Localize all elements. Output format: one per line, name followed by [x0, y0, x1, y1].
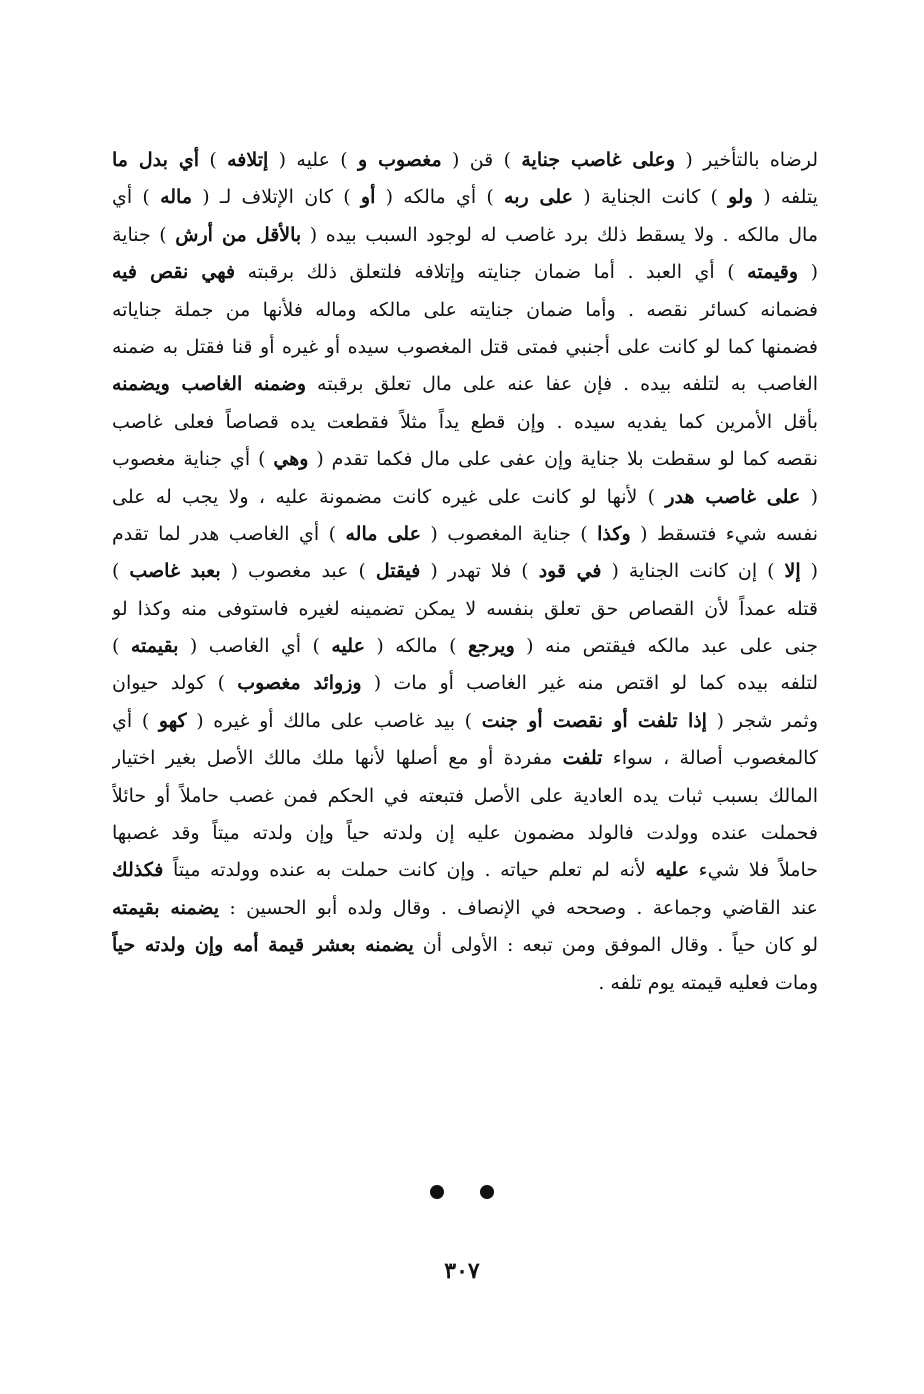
text-line [112, 591, 818, 628]
bold-text-run: بعبد غاصب [129, 560, 221, 583]
text-run: لتلفه بيده كما لو اقتص منه غير الغاصب أو مات ( [361, 672, 818, 695]
text-run: بأقل الأمرين كما يفديه سيده . وإن قطع يداً مثلاً فقطعت يده قصاصاً فعلى غاصب [112, 410, 818, 433]
text-run: قتله عمداً لأن القصاص حق تعلق بنفسه لا يمكن تضمينه لغيره فاستوفى منه وكذا لو [112, 597, 818, 620]
separator-dot-icon [430, 1185, 444, 1199]
bold-text-run: ويرجع [467, 635, 515, 658]
text-line [112, 404, 818, 441]
text-run: لو كان حياً . وقال الموفق ومن تبعه : الأولى أن [413, 934, 818, 957]
page-number: ٣٠٧ [444, 1258, 480, 1284]
bold-text-run: تلفت [562, 747, 603, 770]
text-run: وثمر شجر ( [706, 709, 818, 732]
text-run: ) [199, 149, 228, 171]
text-run: ) أي [112, 186, 161, 209]
bold-text-run: يضمنه بعشر قيمة أمه وإن ولدته حياً [112, 934, 414, 957]
bold-text-run: وهي [273, 448, 309, 471]
text-run: نقصه كما لو سقطت بلا جناية وإن عفى على مال فكما تقدم ( [308, 448, 818, 471]
text-run: ) أي جناية مغصوب [112, 448, 274, 471]
text-run: ) أي [112, 709, 159, 732]
bold-text-run: مغصوب و [358, 149, 442, 171]
text-line [112, 965, 818, 1002]
text-line [112, 665, 818, 702]
text-run: ( [800, 485, 818, 508]
bold-text-run: وضمنه الغاصب ويضمنه [112, 373, 307, 396]
text-run: ومات فعليه قيمته يوم تلفه . [598, 971, 818, 994]
text-run: ) جناية المغصوب ( [420, 522, 598, 545]
bold-text-run: على ماله [345, 522, 421, 545]
text-run: ) أي الغاصب هدر لما تقدم [112, 522, 346, 545]
text-run: ) أي مالكه ( [375, 186, 505, 209]
bold-text-run: وقيمته [747, 261, 799, 284]
text-run: المالك بسبب ثبات يده العادية على الأصل فتبعته في الحكم فمن غصب حاملاً أو حائلاً [112, 784, 818, 807]
text-run: حاملاً فلا شيء [689, 859, 818, 882]
text-run: ) عبد مغصوب ( [220, 560, 376, 583]
text-line [112, 852, 818, 889]
bold-text-run: ماله [160, 186, 193, 209]
text-run: الغاصب به لتلفه بيده . فإن عفا عنه على مال تعلق برقبته [306, 373, 818, 396]
text-run: ) كان الإتلاف لـ ( [192, 186, 361, 209]
text-run: ) كانت الجناية ( [572, 186, 729, 209]
text-run: مفردة أو مع أصلها لأنها ملك مالك الأصل بغير اختيار [112, 747, 563, 770]
bold-text-run: وكذا [597, 522, 631, 545]
text-line [112, 366, 818, 403]
text-run: ) أي العبد . أما ضمان جنايته وإتلافه فلتعلق ذلك برقبته [235, 261, 748, 284]
bold-text-run: أو [360, 186, 376, 209]
text-line [112, 778, 818, 815]
text-run: ) بيد غاصب على مالك أو غيره ( [186, 709, 482, 732]
text-line [112, 740, 818, 777]
text-line [112, 329, 818, 366]
text-line [112, 890, 818, 927]
text-run: ) [112, 635, 131, 658]
text-line [112, 815, 818, 852]
section-separator [0, 1185, 924, 1199]
text-run: كالمغصوب أصالة ، سواء [602, 747, 818, 770]
bold-text-run: إلا [784, 560, 801, 583]
text-run: فضمنها كما لو كانت على أجنبي فمتى قتل المغصوب سيده أو غيره أو قنا فقتل به ضمنه [112, 335, 818, 358]
text-run: نفسه شيء فتسقط ( [630, 522, 818, 545]
bold-text-run: إذا تلفت أو نقصت أو جنت [481, 709, 707, 732]
text-line [112, 441, 818, 478]
text-run: فضمانه كسائر نقصه . وأما ضمان جنايته على مالكه وماله فلأنها من جملة جناياته [112, 298, 818, 321]
text-run: لأنه لم تعلم حياته . وإن كانت حملت به عنده وولدته ميتاً [163, 859, 656, 882]
text-run: ) فلا تهدر ( [420, 560, 539, 583]
text-line [112, 703, 818, 740]
bold-text-run: بالأقل من أرش [175, 223, 302, 246]
text-line [112, 628, 818, 665]
body-text [112, 142, 818, 1002]
text-run: فحملت عنده وولدت فالولد مضمون عليه إن ولدته حياً وإن ولدته ميتاً وقد غصبها [112, 822, 818, 845]
bold-text-run: كهو [158, 709, 187, 732]
text-run: ) عليه ( [268, 149, 359, 171]
bold-text-run: إتلافه [227, 149, 269, 171]
text-line [112, 179, 818, 216]
text-run: ) كولد حيوان [112, 672, 238, 695]
bold-text-run: على ربه [504, 186, 573, 209]
bold-text-run: يضمنه بقيمته [112, 896, 220, 919]
text-line [112, 292, 818, 329]
text-run: عند القاضي وجماعة . وصححه في الإنصاف . وقال ولده أبو الحسين : [219, 896, 818, 919]
text-line [112, 553, 818, 590]
text-run: لرضاه بالتأخير ( [675, 149, 818, 171]
bold-text-run: فهي نقص فيه [112, 261, 236, 284]
text-line [112, 927, 818, 964]
bold-text-run: على غاصب هدر [665, 485, 801, 508]
text-run: جنى على عبد مالكه فيقتص منه ( [514, 635, 818, 658]
text-run: ) مالكه ( [364, 635, 468, 658]
text-line [112, 254, 818, 291]
text-run: ) جناية [112, 223, 176, 246]
bold-text-run: عليه [331, 635, 365, 658]
text-run: ( [800, 560, 818, 583]
text-run: يتلفه ( [752, 186, 818, 209]
bold-text-run: في قود [538, 560, 602, 583]
text-line [112, 479, 818, 516]
bold-text-run: وزوائد مغصوب [237, 672, 362, 695]
text-run: ) [112, 560, 130, 583]
text-line [112, 516, 818, 553]
text-run: مال مالكه . ولا يسقط ذلك برد غاصب له لوجود السبب بيده ( [301, 223, 818, 246]
text-line [112, 217, 818, 254]
bold-text-run: ولو [728, 186, 753, 209]
text-run: ) لأنها لو كانت على غيره كانت مضمونة عليه ، ولا يجب له على [112, 485, 666, 508]
text-run: ) أي الغاصب ( [178, 635, 332, 658]
bold-text-run: فكذلك [112, 859, 164, 882]
bold-text-run: فيقتل [375, 560, 421, 583]
text-run: ) إن كانت الجناية ( [601, 560, 785, 583]
separator-dot-icon [480, 1185, 494, 1199]
text-run: ) قن ( [441, 149, 522, 171]
bold-text-run: أي بدل ما [112, 149, 200, 171]
text-run: ( [798, 261, 818, 284]
text-line [112, 142, 818, 179]
bold-text-run: بقيمته [130, 635, 179, 658]
bold-text-run: وعلى غاصب جناية [521, 149, 676, 171]
bold-text-run: عليه [655, 859, 690, 882]
